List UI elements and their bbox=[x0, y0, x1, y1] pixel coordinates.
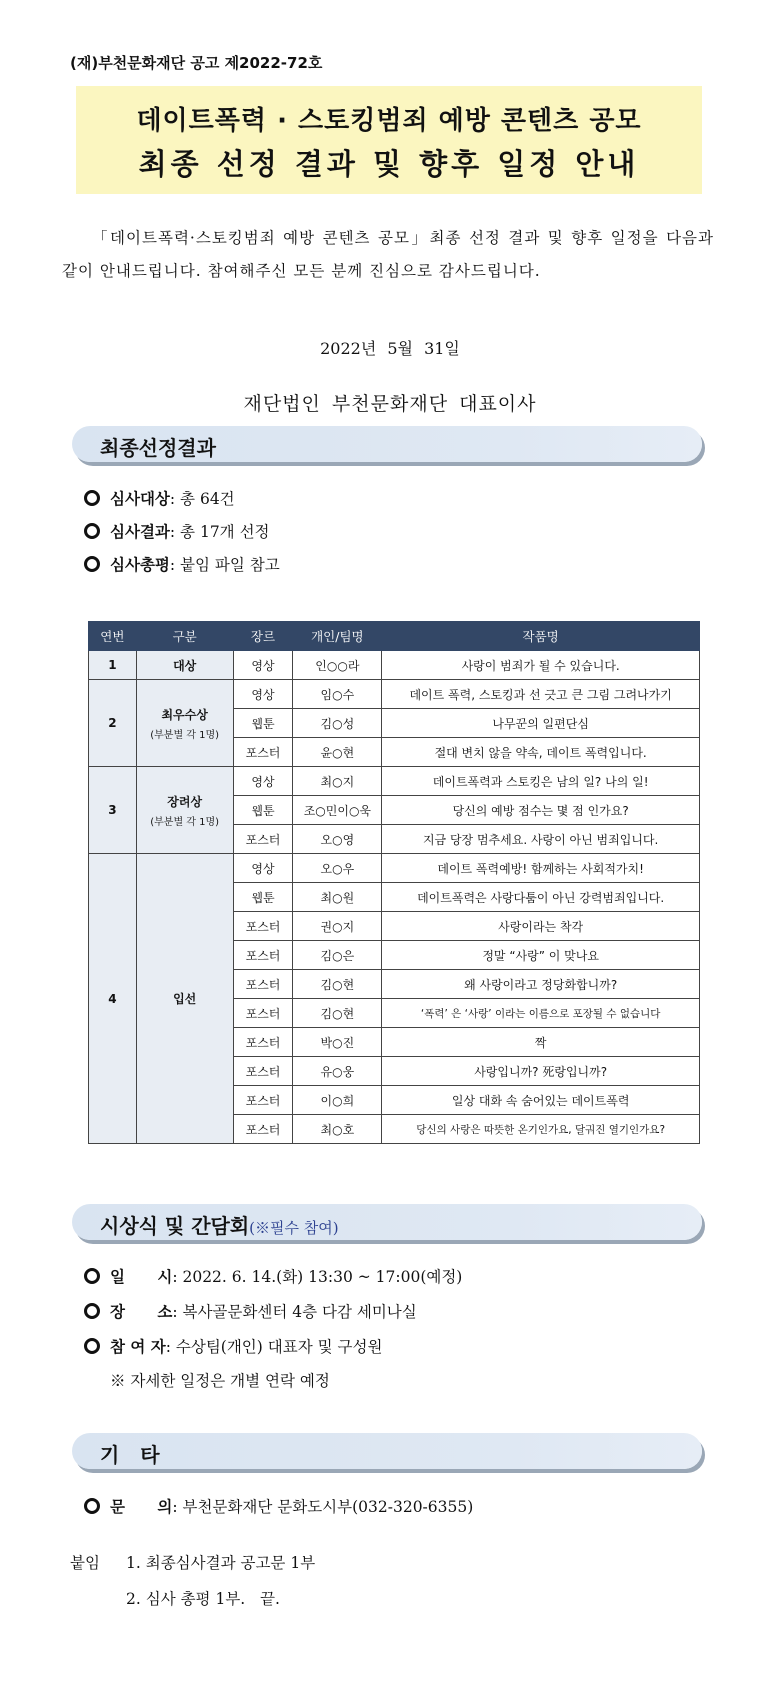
item-value: : 붙임 파일 참고 bbox=[169, 556, 280, 574]
work-cell: 정말 “사랑” 이 맞나요 bbox=[382, 941, 700, 970]
title-box bbox=[76, 86, 702, 194]
name-cell: 최○지 bbox=[293, 767, 382, 796]
section-header-etc bbox=[72, 1433, 702, 1471]
notice-date: 2022년 5월 31일 bbox=[320, 339, 460, 358]
work-cell: 지금 당장 멈추세요. 사랑이 아닌 범죄입니다. bbox=[382, 825, 700, 854]
section-header-results bbox=[72, 426, 702, 464]
item-value: : 복사골문화센터 4층 다감 세미나실 bbox=[172, 1303, 417, 1321]
item-value: : 총 17개 선정 bbox=[169, 523, 270, 541]
list-item bbox=[84, 1294, 462, 1329]
section-header-ceremony bbox=[72, 1204, 702, 1242]
results-table bbox=[88, 621, 700, 1144]
list-item bbox=[84, 1259, 462, 1294]
table-row bbox=[89, 854, 700, 883]
column-header: 작품명 bbox=[382, 622, 700, 651]
genre-cell: 웹툰 bbox=[233, 709, 293, 738]
name-cell: 김○현 bbox=[293, 970, 382, 999]
genre-cell: 웹툰 bbox=[233, 883, 293, 912]
work-cell: 왜 사랑이라고 정당화합니까? bbox=[382, 970, 700, 999]
genre-cell: 영상 bbox=[233, 651, 293, 680]
list-item bbox=[84, 515, 280, 548]
work-cell: 사랑이라는 착각 bbox=[382, 912, 700, 941]
work-cell: 사랑이 범죄가 될 수 있습니다. bbox=[382, 651, 700, 680]
name-cell: 조○민이○욱 bbox=[293, 796, 382, 825]
category-label: 대상 bbox=[173, 658, 197, 673]
group-category bbox=[136, 651, 233, 680]
genre-cell: 포스터 bbox=[233, 970, 293, 999]
list-item bbox=[70, 1545, 315, 1581]
group-number: 1 bbox=[89, 651, 137, 680]
group-number: 4 bbox=[89, 854, 137, 1144]
section-title-main: 시상식 및 간담회 bbox=[100, 1214, 250, 1238]
name-cell: 유○웅 bbox=[293, 1057, 382, 1086]
work-cell: 데이트폭력은 사랑다툼이 아닌 강력범죄입니다. bbox=[382, 883, 700, 912]
category-label: 최우수상 bbox=[161, 707, 208, 722]
category-note: (부분별 각 1명) bbox=[150, 729, 220, 741]
issuing-organization: 재단법인 부천문화재단 대표이사 bbox=[243, 393, 537, 415]
work-cell: ‘폭력’ 은 ‘사랑’ 이라는 이름으로 포장될 수 없습니다 bbox=[382, 999, 700, 1028]
item-label: 심사대상 bbox=[110, 489, 170, 508]
title-line-1: 데이트폭력 · 스토킹범죄 예방 콘텐츠 공모 bbox=[136, 106, 642, 136]
category-label: 장려상 bbox=[167, 794, 203, 809]
item-value: : 부천문화재단 문화도시부(032-320-6355) bbox=[172, 1498, 474, 1516]
attachment-item: 2. 심사 총평 1부. 끝. bbox=[126, 1590, 280, 1608]
attachment-item: 1. 최종심사결과 공고문 1부 bbox=[126, 1554, 316, 1572]
item-label: 심사결과 bbox=[110, 522, 170, 541]
circle-bullet-icon bbox=[84, 1268, 100, 1284]
column-header: 구분 bbox=[136, 622, 233, 651]
group-category bbox=[136, 767, 233, 854]
name-cell: 오○영 bbox=[293, 825, 382, 854]
item-label: 심사총평 bbox=[110, 555, 170, 574]
title-line-2: 최종 선정 결과 및 향후 일정 안내 bbox=[138, 147, 640, 181]
item-label: 일 시 bbox=[110, 1267, 173, 1286]
genre-cell: 포스터 bbox=[233, 941, 293, 970]
category-note: (부분별 각 1명) bbox=[150, 816, 220, 828]
ceremony-info-list bbox=[84, 1259, 462, 1399]
section-title: 최종선정결과 bbox=[100, 436, 216, 460]
table-header-row bbox=[89, 622, 700, 651]
name-cell: 박○진 bbox=[293, 1028, 382, 1057]
section-title bbox=[100, 1210, 339, 1239]
circle-bullet-icon bbox=[84, 1303, 100, 1319]
work-cell: 일상 대화 속 숨어있는 데이트폭력 bbox=[382, 1086, 700, 1115]
name-cell: 인○○라 bbox=[293, 651, 382, 680]
genre-cell: 포스터 bbox=[233, 1115, 293, 1144]
genre-cell: 포스터 bbox=[233, 912, 293, 941]
genre-cell: 포스터 bbox=[233, 1028, 293, 1057]
work-cell: 나무꾼의 일편단심 bbox=[382, 709, 700, 738]
circle-bullet-icon bbox=[84, 1498, 100, 1514]
work-cell: 당신의 예방 점수는 몇 점 인가요? bbox=[382, 796, 700, 825]
attachments bbox=[70, 1545, 315, 1617]
section-title-note: (※필수 참여) bbox=[249, 1219, 339, 1237]
work-cell: 짝 bbox=[382, 1028, 700, 1057]
name-cell: 오○우 bbox=[293, 854, 382, 883]
ceremony-note: ※ 자세한 일정은 개별 연락 예정 bbox=[110, 1372, 330, 1390]
genre-cell: 포스터 bbox=[233, 738, 293, 767]
column-header: 연번 bbox=[89, 622, 137, 651]
genre-cell: 영상 bbox=[233, 767, 293, 796]
work-cell: 절대 변치 않을 약속, 데이트 폭력입니다. bbox=[382, 738, 700, 767]
genre-cell: 포스터 bbox=[233, 1086, 293, 1115]
name-cell: 윤○현 bbox=[293, 738, 382, 767]
group-category bbox=[136, 680, 233, 767]
intro-paragraph: 「데이트폭력·스토킹범죄 예방 콘텐츠 공모」최종 선정 결과 및 향후 일정을 다음과 같이 안내드립니다. 참여해주신 모든 분께 진심으로 감사드립니다. bbox=[62, 229, 714, 280]
result-summary-list bbox=[84, 482, 280, 581]
attachments-label: 붙임 bbox=[70, 1554, 100, 1572]
name-cell: 김○성 bbox=[293, 709, 382, 738]
name-cell: 이○희 bbox=[293, 1086, 382, 1115]
item-label: 장 소 bbox=[110, 1302, 173, 1321]
genre-cell: 영상 bbox=[233, 854, 293, 883]
list-item bbox=[84, 482, 280, 515]
table-row bbox=[89, 767, 700, 796]
name-cell: 최○호 bbox=[293, 1115, 382, 1144]
list-item bbox=[84, 1490, 473, 1523]
circle-bullet-icon bbox=[84, 490, 100, 506]
column-header: 개인/팀명 bbox=[293, 622, 382, 651]
name-cell: 임○수 bbox=[293, 680, 382, 709]
group-category bbox=[136, 854, 233, 1144]
group-number: 3 bbox=[89, 767, 137, 854]
table-row bbox=[89, 651, 700, 680]
genre-cell: 영상 bbox=[233, 680, 293, 709]
item-value: : 수상팀(개인) 대표자 및 구성원 bbox=[165, 1338, 383, 1356]
genre-cell: 포스터 bbox=[233, 825, 293, 854]
genre-cell: 포스터 bbox=[233, 1057, 293, 1086]
table-row bbox=[89, 680, 700, 709]
genre-cell: 포스터 bbox=[233, 999, 293, 1028]
list-item bbox=[70, 1581, 315, 1617]
section-bar bbox=[72, 1433, 702, 1469]
work-cell: 데이트 폭력예방! 함께하는 사회적가치! bbox=[382, 854, 700, 883]
category-label: 입선 bbox=[173, 992, 197, 1006]
item-label: 문 의 bbox=[110, 1497, 173, 1516]
circle-bullet-icon bbox=[84, 523, 100, 539]
item-value: : 2022. 6. 14.(화) 13:30 ~ 17:00(예정) bbox=[172, 1268, 463, 1286]
list-item bbox=[84, 1329, 462, 1364]
circle-bullet-icon bbox=[84, 1338, 100, 1354]
section-title: 기 타 bbox=[100, 1443, 160, 1467]
contact-list bbox=[84, 1490, 473, 1523]
genre-cell: 웹툰 bbox=[233, 796, 293, 825]
name-cell: 최○원 bbox=[293, 883, 382, 912]
column-header: 장르 bbox=[233, 622, 293, 651]
work-cell: 당신의 사랑은 따뜻한 온기인가요, 달궈진 열기인가요? bbox=[382, 1115, 700, 1144]
name-cell: 권○지 bbox=[293, 912, 382, 941]
name-cell: 김○은 bbox=[293, 941, 382, 970]
notice-number: (재)부천문화재단 공고 제2022-72호 bbox=[70, 54, 323, 72]
list-item bbox=[84, 548, 280, 581]
work-cell: 사랑입니까? 死랑입니까? bbox=[382, 1057, 700, 1086]
name-cell: 김○현 bbox=[293, 999, 382, 1028]
work-cell: 데이트폭력과 스토킹은 남의 일? 나의 일! bbox=[382, 767, 700, 796]
work-cell: 데이트 폭력, 스토킹과 선 긋고 큰 그림 그려나가기 bbox=[382, 680, 700, 709]
item-label: 참 여 자 bbox=[110, 1337, 166, 1356]
circle-bullet-icon bbox=[84, 556, 100, 572]
group-number: 2 bbox=[89, 680, 137, 767]
item-value: : 총 64건 bbox=[169, 490, 235, 508]
